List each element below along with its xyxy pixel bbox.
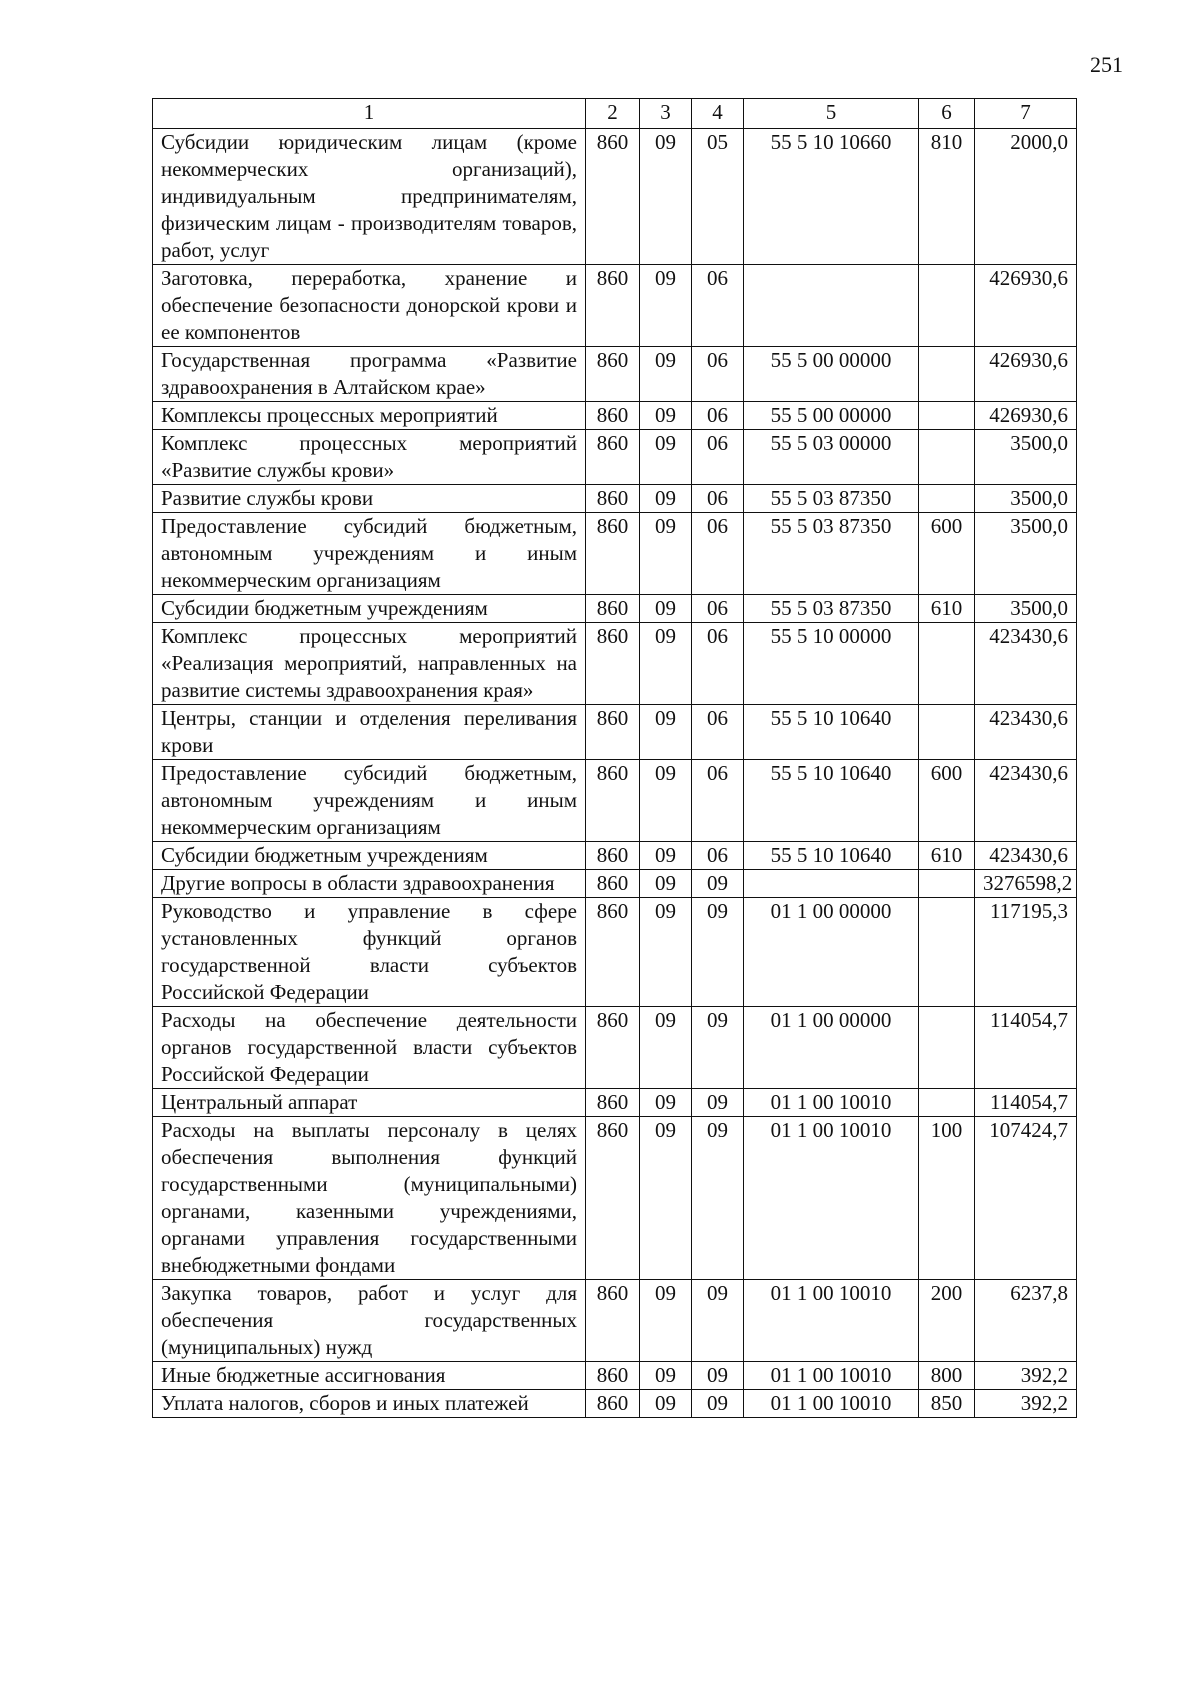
table-row xyxy=(153,1280,1077,1362)
subsection-code-cell: 06 xyxy=(692,347,744,402)
ministry-code-cell: 860 xyxy=(586,1007,640,1089)
target-article-cell: 55 5 10 00000 xyxy=(744,623,919,705)
section-code-cell: 09 xyxy=(640,705,692,760)
subsection-code-cell: 09 xyxy=(692,1362,744,1390)
amount-cell: 423430,6 xyxy=(975,760,1077,842)
amount-cell: 423430,6 xyxy=(975,842,1077,870)
section-code-cell: 09 xyxy=(640,870,692,898)
expense-name-cell: Комплекс процессных мероприятий «Реализация мероприятий, направленных на развитие системы здравоохранения края» xyxy=(153,623,586,705)
table-row xyxy=(153,485,1077,513)
target-article-cell xyxy=(744,870,919,898)
ministry-code-cell: 860 xyxy=(586,129,640,265)
expense-type-cell: 800 xyxy=(919,1362,975,1390)
expense-name-cell: Иные бюджетные ассигнования xyxy=(153,1362,586,1390)
expense-name-cell: Центры, станции и отделения переливания крови xyxy=(153,705,586,760)
subsection-code-cell: 06 xyxy=(692,265,744,347)
table-row xyxy=(153,1362,1077,1390)
expense-type-cell: 610 xyxy=(919,595,975,623)
section-code-cell: 09 xyxy=(640,402,692,430)
amount-cell: 114054,7 xyxy=(975,1089,1077,1117)
page-number: 251 xyxy=(1090,52,1123,77)
ministry-code-cell: 860 xyxy=(586,1390,640,1418)
table-row xyxy=(153,265,1077,347)
section-code-cell: 09 xyxy=(640,595,692,623)
target-article-cell: 55 5 03 00000 xyxy=(744,430,919,485)
expense-name-cell: Субсидии бюджетным учреждениям xyxy=(153,842,586,870)
table-row xyxy=(153,402,1077,430)
amount-cell: 392,2 xyxy=(975,1362,1077,1390)
amount-cell: 3276598,2 xyxy=(975,870,1077,898)
ministry-code-cell: 860 xyxy=(586,842,640,870)
section-code-cell: 09 xyxy=(640,1390,692,1418)
target-article-cell: 01 1 00 00000 xyxy=(744,1007,919,1089)
ministry-code-cell: 860 xyxy=(586,1117,640,1280)
target-article-cell: 55 5 00 00000 xyxy=(744,402,919,430)
target-article-cell: 01 1 00 10010 xyxy=(744,1390,919,1418)
ministry-code-cell: 860 xyxy=(586,870,640,898)
subsection-code-cell: 09 xyxy=(692,1280,744,1362)
header-cell-7: 7 xyxy=(975,99,1077,129)
expense-name-cell: Руководство и управление в сфере установленных функций органов государственной власти субъектов Российской Федерации xyxy=(153,898,586,1007)
target-article-cell: 01 1 00 10010 xyxy=(744,1089,919,1117)
table-row xyxy=(153,1390,1077,1418)
section-code-cell: 09 xyxy=(640,1089,692,1117)
expense-type-cell xyxy=(919,870,975,898)
target-article-cell xyxy=(744,265,919,347)
target-article-cell: 01 1 00 00000 xyxy=(744,898,919,1007)
expense-type-cell: 600 xyxy=(919,513,975,595)
section-code-cell: 09 xyxy=(640,1362,692,1390)
expense-type-cell xyxy=(919,898,975,1007)
ministry-code-cell: 860 xyxy=(586,402,640,430)
target-article-cell: 55 5 10 10640 xyxy=(744,842,919,870)
subsection-code-cell: 06 xyxy=(692,623,744,705)
expense-name-cell: Расходы на обеспечение деятельности органов государственной власти субъектов Российской Федерации xyxy=(153,1007,586,1089)
section-code-cell: 09 xyxy=(640,842,692,870)
header-cell-3: 3 xyxy=(640,99,692,129)
amount-cell: 2000,0 xyxy=(975,129,1077,265)
table-row xyxy=(153,430,1077,485)
expense-name-cell: Закупка товаров, работ и услуг для обеспечения государственных (муниципальных) нужд xyxy=(153,1280,586,1362)
target-article-cell: 55 5 10 10640 xyxy=(744,760,919,842)
ministry-code-cell: 860 xyxy=(586,595,640,623)
table-row xyxy=(153,705,1077,760)
subsection-code-cell: 09 xyxy=(692,898,744,1007)
table-row xyxy=(153,129,1077,265)
table-row xyxy=(153,870,1077,898)
section-code-cell: 09 xyxy=(640,129,692,265)
amount-cell: 426930,6 xyxy=(975,347,1077,402)
table-row xyxy=(153,513,1077,595)
expense-type-cell: 810 xyxy=(919,129,975,265)
expense-type-cell xyxy=(919,402,975,430)
ministry-code-cell: 860 xyxy=(586,1089,640,1117)
header-cell-4: 4 xyxy=(692,99,744,129)
section-code-cell: 09 xyxy=(640,347,692,402)
target-article-cell: 01 1 00 10010 xyxy=(744,1117,919,1280)
amount-cell: 423430,6 xyxy=(975,623,1077,705)
expense-name-cell: Расходы на выплаты персоналу в целях обеспечения выполнения функций государственными (муниципальными) органами, казенными учреждениями, органами управления государственными внебюджетными фондами xyxy=(153,1117,586,1280)
expense-type-cell xyxy=(919,1007,975,1089)
expense-type-cell: 610 xyxy=(919,842,975,870)
ministry-code-cell: 860 xyxy=(586,1280,640,1362)
header-cell-1: 1 xyxy=(153,99,586,129)
target-article-cell: 55 5 10 10640 xyxy=(744,705,919,760)
expense-name-cell: Субсидии юридическим лицам (кроме некоммерческих организаций), индивидуальным предпринимателям, физическим лицам - производителям товаров, работ, услуг xyxy=(153,129,586,265)
table-row xyxy=(153,842,1077,870)
section-code-cell: 09 xyxy=(640,898,692,1007)
amount-cell: 3500,0 xyxy=(975,513,1077,595)
amount-cell: 114054,7 xyxy=(975,1007,1077,1089)
table-row xyxy=(153,595,1077,623)
section-code-cell: 09 xyxy=(640,760,692,842)
header-cell-5: 5 xyxy=(744,99,919,129)
ministry-code-cell: 860 xyxy=(586,760,640,842)
expense-name-cell: Комплексы процессных мероприятий xyxy=(153,402,586,430)
target-article-cell: 55 5 00 00000 xyxy=(744,347,919,402)
amount-cell: 6237,8 xyxy=(975,1280,1077,1362)
subsection-code-cell: 06 xyxy=(692,430,744,485)
table-body xyxy=(153,129,1077,1418)
subsection-code-cell: 09 xyxy=(692,1007,744,1089)
ministry-code-cell: 860 xyxy=(586,347,640,402)
expense-name-cell: Предоставление субсидий бюджетным, автономным учреждениям и иным некоммерческим организациям xyxy=(153,760,586,842)
header-row xyxy=(153,99,1077,129)
expense-type-cell xyxy=(919,623,975,705)
subsection-code-cell: 06 xyxy=(692,595,744,623)
section-code-cell: 09 xyxy=(640,1007,692,1089)
table-row xyxy=(153,760,1077,842)
ministry-code-cell: 860 xyxy=(586,265,640,347)
target-article-cell: 01 1 00 10010 xyxy=(744,1362,919,1390)
expense-name-cell: Уплата налогов, сборов и иных платежей xyxy=(153,1390,586,1418)
amount-cell: 107424,7 xyxy=(975,1117,1077,1280)
expense-type-cell xyxy=(919,430,975,485)
target-article-cell: 55 5 03 87350 xyxy=(744,485,919,513)
expense-type-cell: 200 xyxy=(919,1280,975,1362)
subsection-code-cell: 09 xyxy=(692,1089,744,1117)
table-row xyxy=(153,1089,1077,1117)
amount-cell: 426930,6 xyxy=(975,265,1077,347)
section-code-cell: 09 xyxy=(640,430,692,485)
table-row xyxy=(153,1117,1077,1280)
target-article-cell: 55 5 03 87350 xyxy=(744,595,919,623)
expense-name-cell: Заготовка, переработка, хранение и обеспечение безопасности донорской крови и ее компонентов xyxy=(153,265,586,347)
subsection-code-cell: 05 xyxy=(692,129,744,265)
target-article-cell: 55 5 03 87350 xyxy=(744,513,919,595)
section-code-cell: 09 xyxy=(640,1280,692,1362)
amount-cell: 426930,6 xyxy=(975,402,1077,430)
expense-name-cell: Комплекс процессных мероприятий «Развитие службы крови» xyxy=(153,430,586,485)
section-code-cell: 09 xyxy=(640,485,692,513)
subsection-code-cell: 09 xyxy=(692,1117,744,1280)
subsection-code-cell: 06 xyxy=(692,705,744,760)
expense-name-cell: Развитие службы крови xyxy=(153,485,586,513)
section-code-cell: 09 xyxy=(640,1117,692,1280)
ministry-code-cell: 860 xyxy=(586,430,640,485)
subsection-code-cell: 09 xyxy=(692,1390,744,1418)
amount-cell: 3500,0 xyxy=(975,430,1077,485)
expense-type-cell xyxy=(919,1089,975,1117)
expense-name-cell: Другие вопросы в области здравоохранения xyxy=(153,870,586,898)
section-code-cell: 09 xyxy=(640,265,692,347)
amount-cell: 392,2 xyxy=(975,1390,1077,1418)
ministry-code-cell: 860 xyxy=(586,513,640,595)
section-code-cell: 09 xyxy=(640,623,692,705)
target-article-cell: 55 5 10 10660 xyxy=(744,129,919,265)
ministry-code-cell: 860 xyxy=(586,1362,640,1390)
expense-name-cell: Субсидии бюджетным учреждениям xyxy=(153,595,586,623)
ministry-code-cell: 860 xyxy=(586,485,640,513)
expense-type-cell: 850 xyxy=(919,1390,975,1418)
amount-cell: 423430,6 xyxy=(975,705,1077,760)
subsection-code-cell: 06 xyxy=(692,402,744,430)
section-code-cell: 09 xyxy=(640,513,692,595)
expense-name-cell: Предоставление субсидий бюджетным, автономным учреждениям и иным некоммерческим организациям xyxy=(153,513,586,595)
ministry-code-cell: 860 xyxy=(586,623,640,705)
table-row xyxy=(153,347,1077,402)
ministry-code-cell: 860 xyxy=(586,705,640,760)
table-row xyxy=(153,623,1077,705)
table-row xyxy=(153,1007,1077,1089)
subsection-code-cell: 06 xyxy=(692,760,744,842)
header-cell-2: 2 xyxy=(586,99,640,129)
subsection-code-cell: 09 xyxy=(692,870,744,898)
amount-cell: 3500,0 xyxy=(975,485,1077,513)
budget-table xyxy=(152,98,1077,1418)
expense-type-cell xyxy=(919,705,975,760)
amount-cell: 117195,3 xyxy=(975,898,1077,1007)
expense-type-cell xyxy=(919,265,975,347)
expense-name-cell: Центральный аппарат xyxy=(153,1089,586,1117)
expense-type-cell: 100 xyxy=(919,1117,975,1280)
expense-type-cell xyxy=(919,347,975,402)
table-row xyxy=(153,898,1077,1007)
subsection-code-cell: 06 xyxy=(692,513,744,595)
subsection-code-cell: 06 xyxy=(692,485,744,513)
header-cell-6: 6 xyxy=(919,99,975,129)
target-article-cell: 01 1 00 10010 xyxy=(744,1280,919,1362)
subsection-code-cell: 06 xyxy=(692,842,744,870)
expense-name-cell: Государственная программа «Развитие здравоохранения в Алтайском крае» xyxy=(153,347,586,402)
expense-type-cell: 600 xyxy=(919,760,975,842)
ministry-code-cell: 860 xyxy=(586,898,640,1007)
expense-type-cell xyxy=(919,485,975,513)
amount-cell: 3500,0 xyxy=(975,595,1077,623)
